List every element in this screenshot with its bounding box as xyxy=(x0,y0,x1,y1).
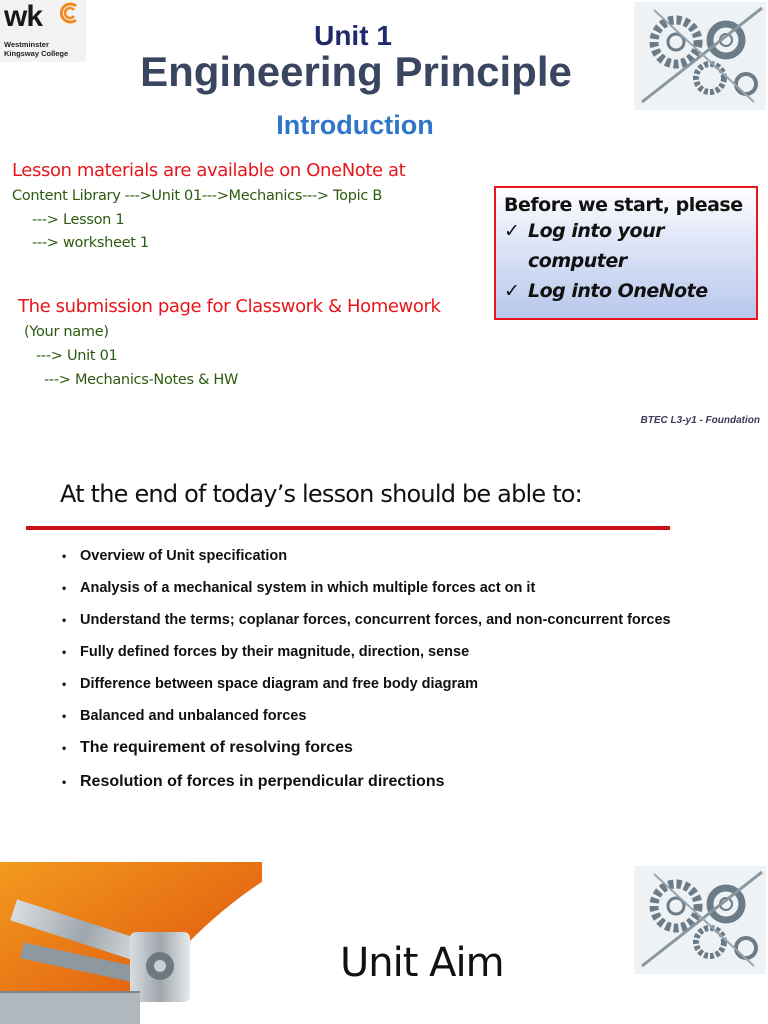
notice-item xyxy=(504,276,748,306)
check-icon: ✓ xyxy=(504,280,520,302)
slide-unit-aim xyxy=(0,862,768,1024)
check-icon: ✓ xyxy=(504,220,520,242)
machine-photo xyxy=(0,862,262,1024)
gears-bearings-image xyxy=(634,2,766,110)
unit-aim-title: Unit Aim xyxy=(340,940,504,986)
list-item xyxy=(62,736,671,770)
outcomes-list xyxy=(62,544,671,804)
outcome-text: Difference between space diagram and free body diagram xyxy=(80,676,479,692)
outcomes-heading: At the end of today’s lesson should be able to: xyxy=(60,480,582,508)
submission-path-line: ---> Unit 01 xyxy=(36,348,118,364)
bullet-icon: • xyxy=(62,709,67,723)
list-item xyxy=(62,672,671,704)
section-subtitle: Introduction xyxy=(276,110,434,140)
outcome-text: Overview of Unit specification xyxy=(80,548,288,564)
list-item xyxy=(62,640,671,672)
slide-introduction xyxy=(0,0,768,440)
notice-heading: Before we start, please xyxy=(504,194,743,216)
before-start-notice xyxy=(494,186,758,320)
check-spacer xyxy=(504,246,528,276)
outcome-text: Analysis of a mechanical system in which multiple forces act on it xyxy=(80,580,536,596)
course-footer: BTEC L3-y1 - Foundation xyxy=(640,415,760,426)
submission-path-line: (Your name) xyxy=(24,324,109,340)
list-item xyxy=(62,770,671,804)
notice-item-label: computer xyxy=(528,250,627,272)
logo-college-name: Westminster Kingsway College xyxy=(4,40,69,58)
bullet-icon: • xyxy=(62,775,67,789)
gears-bearings-image xyxy=(634,866,766,974)
bullet-icon: • xyxy=(62,549,67,563)
page-title: Engineering Principle xyxy=(140,48,572,95)
submission-heading: The submission page for Classwork & Homework xyxy=(18,296,441,317)
lesson-materials-heading: Lesson materials are available on OneNote at xyxy=(12,160,406,181)
bullet-icon: • xyxy=(62,741,67,755)
notice-item-label: Log into your xyxy=(528,220,664,242)
bullet-icon: • xyxy=(62,581,67,595)
notice-item-continued xyxy=(504,246,748,276)
unit-label: Unit 1 xyxy=(314,20,392,51)
outcome-text: Understand the terms; coplanar forces, concurrent forces, and non-concurrent forces xyxy=(80,612,671,628)
heading-divider xyxy=(26,526,670,530)
slide-learning-outcomes xyxy=(0,440,768,836)
onenote-path-line: Content Library --->Unit 01--->Mechanics---> Topic B xyxy=(12,188,382,204)
outcome-text: Balanced and unbalanced forces xyxy=(80,708,307,724)
submission-path-line: ---> Mechanics-Notes & HW xyxy=(44,372,239,388)
list-item xyxy=(62,704,671,736)
bullet-icon: • xyxy=(62,613,67,627)
bullet-icon: • xyxy=(62,677,67,691)
outcome-text: The requirement of resolving forces xyxy=(80,739,353,756)
onenote-path-line: ---> Lesson 1 xyxy=(32,212,125,228)
list-item xyxy=(62,576,671,608)
outcome-text: Fully defined forces by their magnitude, direction, sense xyxy=(80,644,470,660)
onenote-path-line: ---> worksheet 1 xyxy=(32,235,149,251)
bullet-icon: • xyxy=(62,645,67,659)
notice-item-label: Log into OneNote xyxy=(528,280,708,302)
outcome-text: Resolution of forces in perpendicular directions xyxy=(80,773,445,790)
notice-item xyxy=(504,216,748,246)
list-item xyxy=(62,608,671,640)
logo-mark: wk xyxy=(4,0,43,33)
list-item xyxy=(62,544,671,576)
